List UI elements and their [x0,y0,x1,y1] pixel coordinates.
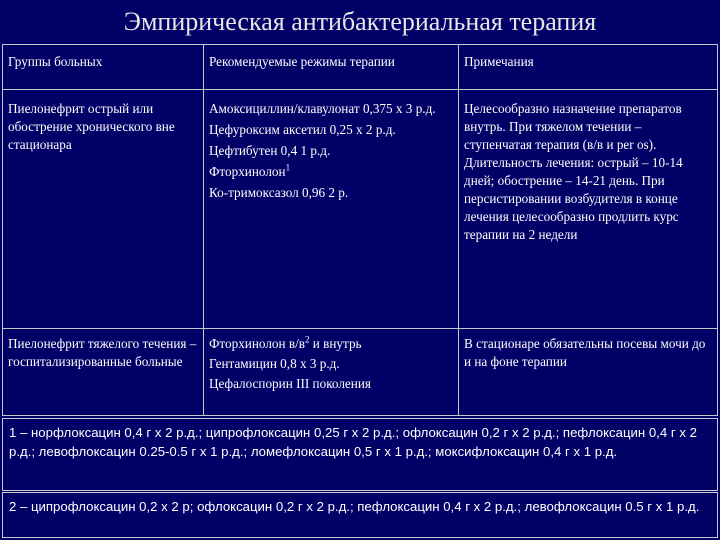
row1-notes: Целесообразно назначение препаратов внутрь. При тяжелом течении – ступенчатая терапия (в/в и per os). Длительность лечения: острый – 10-14 дней; обострение – 14-21 день. При персистировании возбудителя в конце лечения целесообразно продлить курс терапии на 2 недели [458,89,718,329]
row2-group: Пиелонефрит тяжелого течения – госпитализированные больные [2,328,204,416]
regimen-item: Цефалоспорин III поколения [209,376,371,391]
row2-regimens [203,328,459,416]
footnote-ref: 2 [304,334,310,345]
regimen-item: Ко-тримоксазол 0,96 2 р. [209,185,349,200]
regimen-item [209,163,453,181]
regimen-text: Фторхинолон [209,164,286,179]
regimen-item [209,335,453,353]
therapy-table [2,44,718,416]
row1-group: Пиелонефрит острый или обострение хронического вне стационара [2,89,204,329]
page-title: Эмпирическая антибактериальная терапия [123,7,597,36]
footnote-2: 2 – ципрофлоксацин 0,2 х 2 р; офлоксацин 0,2 г х 2 р.д.; пефлоксацин 0,4 г х 2 р.д.; левофлоксацин 0.5 г х 1 р.д. [2,492,718,538]
row1-regimens [203,89,459,329]
regimen-text: Фторхинолон в/в [209,336,305,351]
footnote-1: 1 – норфлоксацин 0,4 г х 2 р.д.; ципрофлоксацин 0,25 г х 2 р.д.; офлоксацин 0,2 г х 2 р.д.; пефлоксацин 0,4 г х 2 р.д.; левофлоксацин 0.25-0.5 г х 1 р.д.; ломефлоксацин 0,5 г х 1 р.д.; моксифлоксацин 0,4 г х 1 р.д. [2,418,718,491]
header-regimens: Рекомендуемые режимы терапии [203,44,459,90]
regimen-item: Цефуроксим аксетил 0,25 х 2 р.д. [209,122,396,137]
regimen-item: Гентамицин 0,8 х 3 р.д. [209,356,340,371]
footnote-ref: 1 [285,162,291,173]
row2-notes: В стационаре обязательны посевы мочи до и на фоне терапии [458,328,718,416]
regimen-item: Цефтибутен 0,4 1 р.д. [209,143,331,158]
header-notes: Примечания [458,44,718,90]
header-groups: Группы больных [2,44,204,90]
regimen-text: и внутрь [312,336,362,351]
regimen-item: Амоксициллин/клавулонат 0,375 х 3 р.д. [209,101,436,116]
